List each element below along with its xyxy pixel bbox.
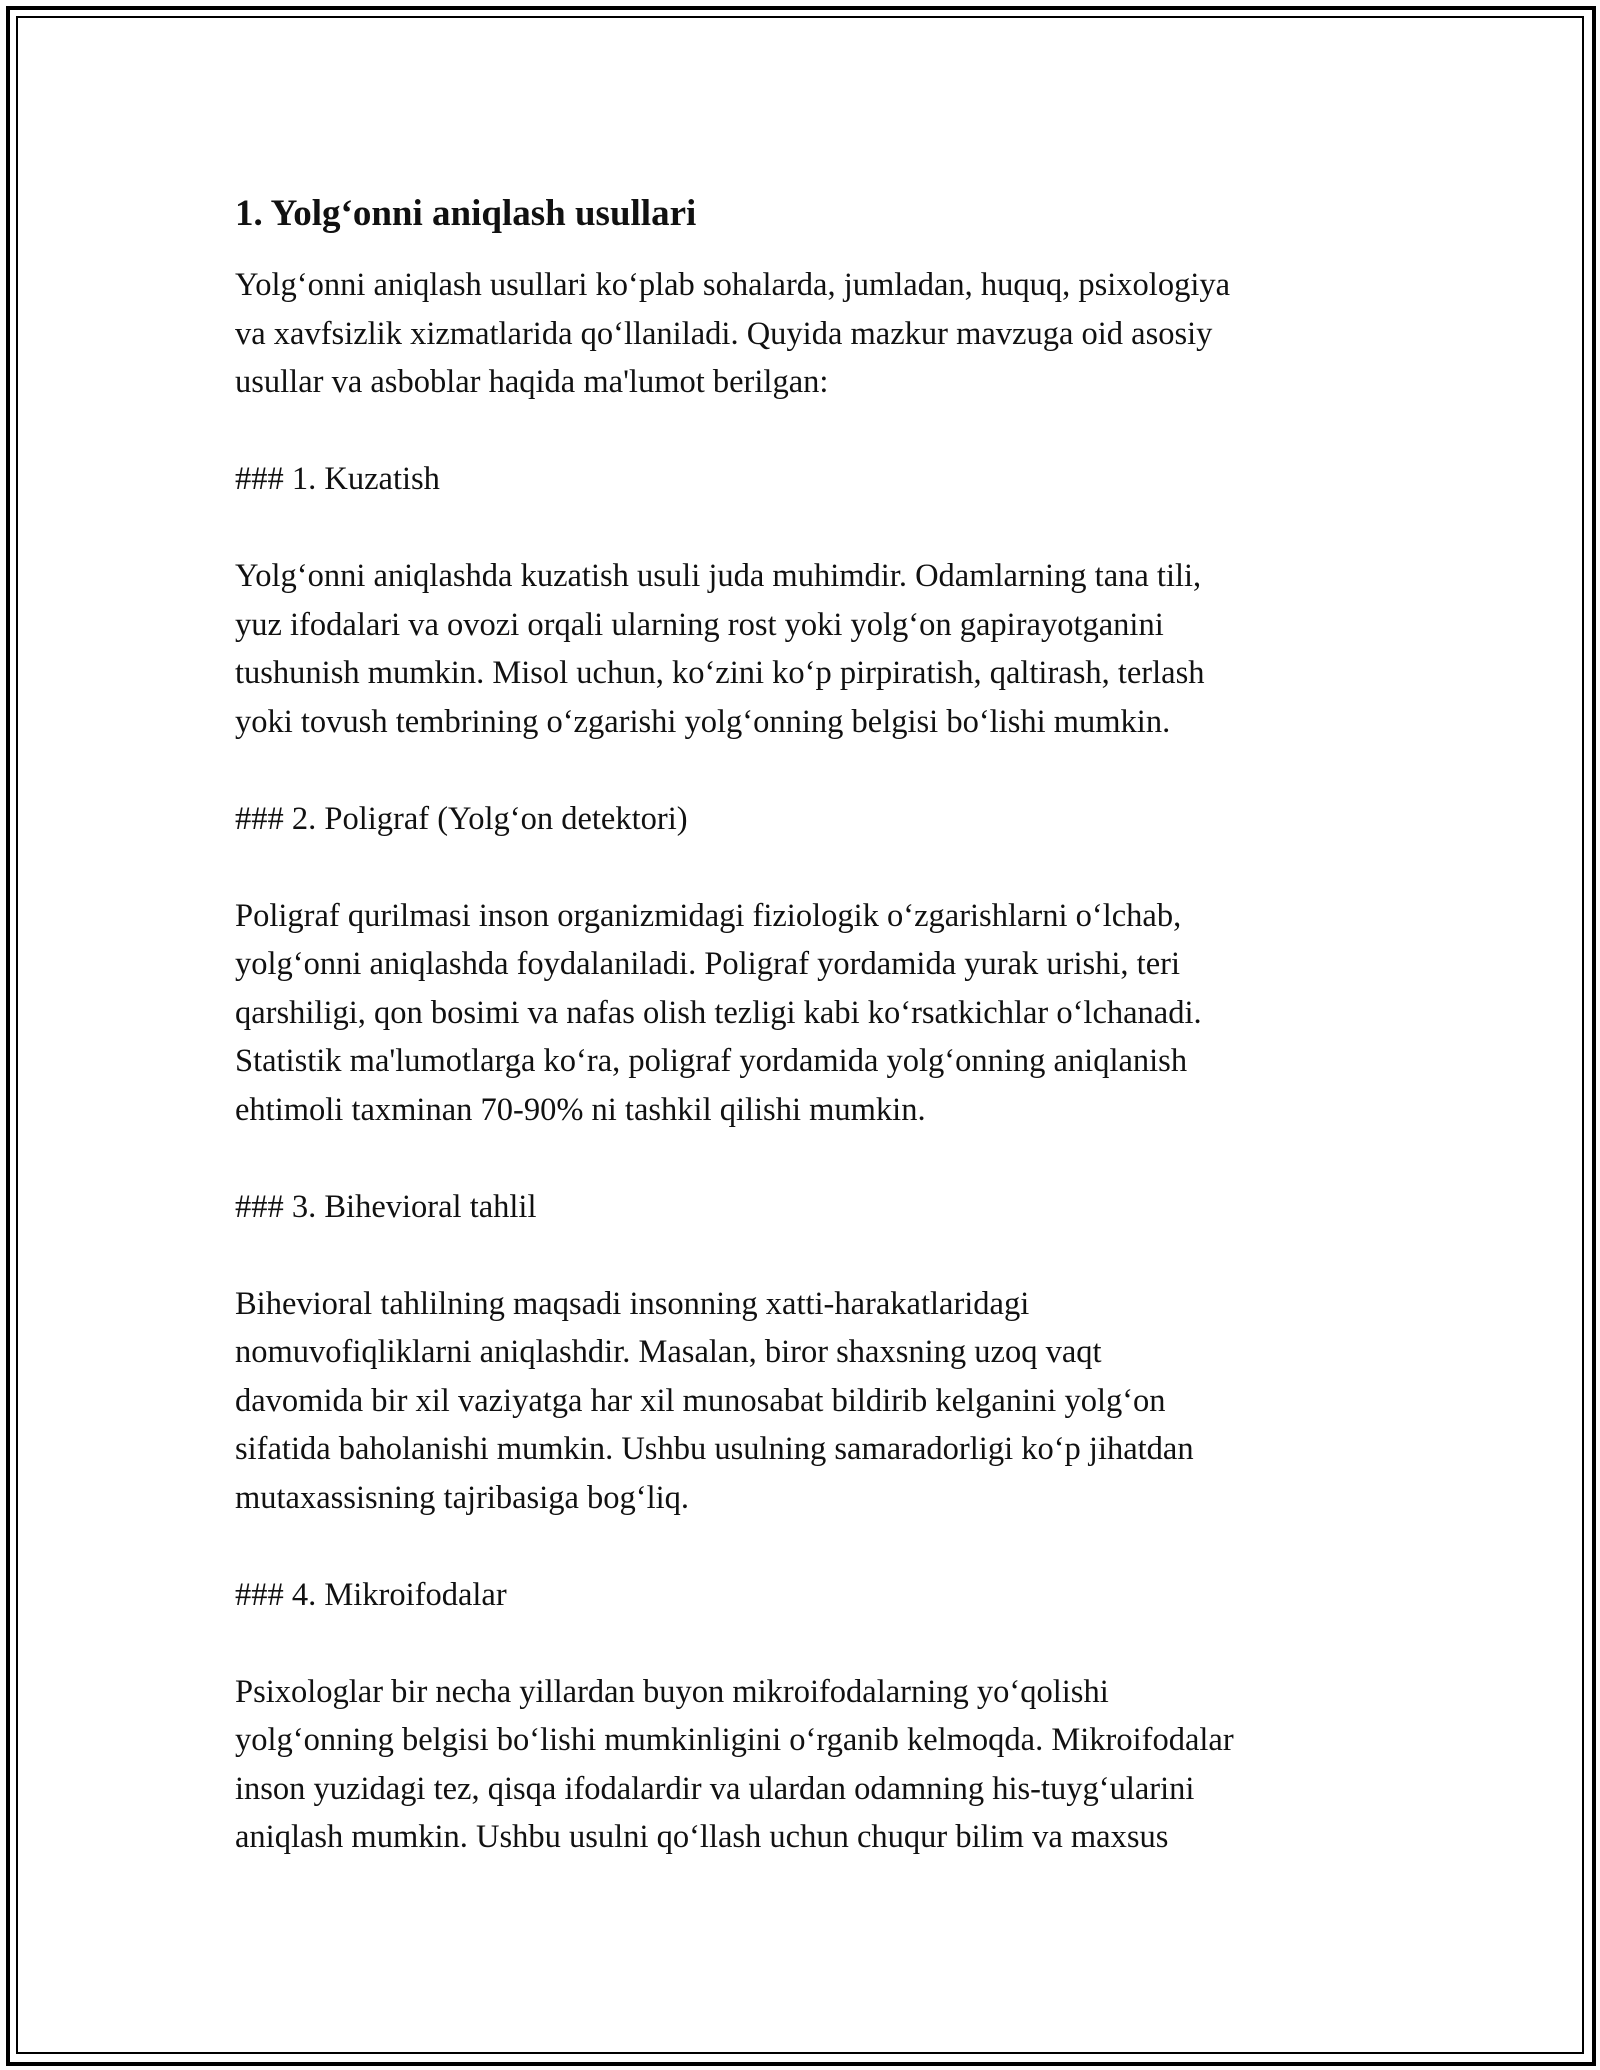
- intro-paragraph: Yolg‘onni aniqlash usullari ko‘plab sohalarda, jumladan, huquq, psixologiya va xavfsizlik xizmatlarida qo‘llaniladi. Quyida mazkur mavzuga oid asosiy usullar va asboblar haqida ma'lumot berilgan:: [235, 267, 1231, 400]
- spacer: [235, 843, 1375, 892]
- spacer: [235, 1619, 1375, 1668]
- spacer: [235, 407, 1375, 456]
- section-body-kuzatish: Yolg‘onni aniqlashda kuzatish usuli juda muhimdir. Odamlarning tana tili, yuz ifodalari va ovozi orqali ularning rost yoki yolg‘on gapirayotganini tushunish mumkin. Misol uchun, ko‘zini ko‘p pirpiratish, qaltirash, terlash yoki tovush tembrining o‘zgarishi yolg‘onning belgisi bo‘lishi mumkin.: [235, 558, 1205, 740]
- spacer: [235, 746, 1375, 795]
- spacer: [235, 1134, 1375, 1183]
- section-heading-poligraf: ### 2. Poligraf (Yolg‘on detektori): [235, 800, 688, 837]
- spacer: [235, 504, 1375, 553]
- document-title: 1. Yolg‘onni aniqlash usullari: [235, 193, 697, 234]
- section-heading-bihevioral: ### 3. Bihevioral tahlil: [235, 1188, 537, 1225]
- spacer: [235, 1231, 1375, 1280]
- spacer: [235, 1522, 1375, 1571]
- section-heading-kuzatish: ### 1. Kuzatish: [235, 461, 440, 497]
- section-heading-mikroifodalar: ### 4. Mikroifodalar: [235, 1576, 507, 1613]
- document-body: [235, 190, 1375, 1862]
- section-body-poligraf: Poligraf qurilmasi inson organizmidagi fiziologik o‘zgarishlarni o‘lchab, yolg‘onni aniqlashda foydalaniladi. Poligraf yordamida yurak urishi, teri qarshiligi, qon bosimi va nafas olish tezligi kabi ko‘rsatkichlar o‘lchanadi. Statistik ma'lumotlarga ko‘ra, poligraf yordamida yolg‘onning aniqlanish ehtimoli taxminan 70-90% ni tashkil qilishi mumkin.: [235, 897, 1202, 1128]
- section-body-bihevioral: Bihevioral tahlilning maqsadi insonning xatti-harakatlaridagi nomuvofiqliklarni aniqlashdir. Masalan, biror shaxsning uzoq vaqt davomida bir xil vaziyatga har xil munosabat bildirib kelganini yolg‘on sifatida baholanishi mumkin. Ushbu usulning samaradorligi ko‘p jihatdan mutaxassisning tajribasiga bog‘liq.: [235, 1285, 1194, 1516]
- section-body-mikroifodalar: Psixologlar bir necha yillardan buyon mikroifodalarning yo‘qolishi yolg‘onning belgisi bo‘lishi mumkinligini o‘rganib kelmoqda. Mikroifodalar inson yuzidagi tez, qisqa ifodalardir va ulardan odamning his-tuyg‘ularini aniqlash mumkin. Ushbu usulni qo‘llash uchun chuqur bilim va maxsus: [235, 1673, 1234, 1855]
